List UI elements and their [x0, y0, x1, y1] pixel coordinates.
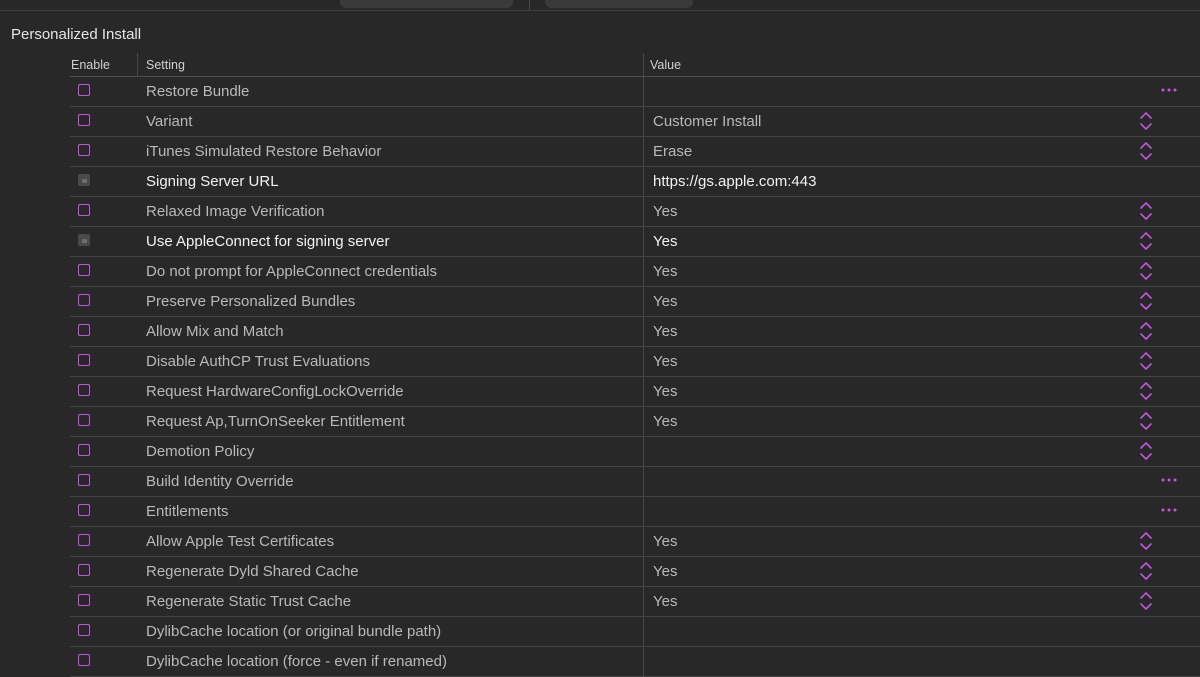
column-divider[interactable]	[137, 53, 138, 76]
stepper-chevrons-icon[interactable]	[1139, 590, 1153, 612]
setting-value[interactable]: Erase	[653, 143, 693, 160]
table-body	[70, 77, 1200, 677]
table-row[interactable]	[70, 227, 1200, 257]
section-title: Personalized Install	[11, 26, 142, 43]
enable-checkbox[interactable]	[78, 654, 90, 666]
setting-label: Use AppleConnect for signing server	[146, 233, 390, 250]
column-divider	[643, 617, 644, 647]
enable-checkbox[interactable]	[78, 114, 90, 126]
enable-checkbox[interactable]	[78, 624, 90, 636]
setting-label: DylibCache location (force - even if renamed)	[146, 653, 447, 670]
toolbar-tab[interactable]	[340, 0, 513, 8]
setting-value[interactable]: Yes	[653, 263, 678, 280]
column-divider	[643, 377, 644, 407]
setting-value[interactable]: Yes	[653, 413, 678, 430]
enable-checkbox[interactable]	[78, 144, 90, 156]
column-divider	[643, 437, 644, 467]
stepper-chevrons-icon[interactable]	[1139, 260, 1153, 282]
table-row[interactable]	[70, 467, 1200, 497]
setting-label: Do not prompt for AppleConnect credentials	[146, 263, 437, 280]
setting-value[interactable]: Yes	[653, 593, 678, 610]
setting-label: Preserve Personalized Bundles	[146, 293, 356, 310]
column-divider	[643, 467, 644, 497]
setting-label: Allow Apple Test Certificates	[146, 533, 335, 550]
column-header-value[interactable]: Value	[650, 58, 682, 72]
column-divider	[643, 137, 644, 167]
stepper-chevrons-icon[interactable]	[1139, 140, 1153, 162]
stepper-chevrons-icon[interactable]	[1139, 230, 1153, 252]
setting-label: Allow Mix and Match	[146, 323, 284, 340]
setting-label: Request HardwareConfigLockOverride	[146, 383, 404, 400]
column-divider	[643, 647, 644, 677]
setting-label: Signing Server URL	[146, 173, 279, 190]
table-header	[70, 53, 1200, 77]
enable-checkbox[interactable]	[78, 504, 90, 516]
setting-value[interactable]: Yes	[653, 383, 678, 400]
table-row[interactable]	[70, 407, 1200, 437]
table-row[interactable]	[70, 287, 1200, 317]
table-row[interactable]	[70, 647, 1200, 677]
setting-label: Request Ap,TurnOnSeeker Entitlement	[146, 413, 405, 430]
column-divider	[643, 257, 644, 287]
setting-label: Entitlements	[146, 503, 229, 520]
setting-label: Demotion Policy	[146, 443, 255, 460]
column-divider	[643, 407, 644, 437]
column-divider	[643, 77, 644, 107]
column-divider	[643, 167, 644, 197]
table-row[interactable]	[70, 197, 1200, 227]
column-divider	[643, 197, 644, 227]
setting-label: Relaxed Image Verification	[146, 203, 325, 220]
enable-checkbox[interactable]	[78, 414, 90, 426]
table-row[interactable]	[70, 167, 1200, 197]
table-row[interactable]	[70, 107, 1200, 137]
column-divider	[643, 107, 644, 137]
table-row[interactable]	[70, 557, 1200, 587]
enable-checkbox[interactable]	[78, 324, 90, 336]
more-options-icon[interactable]	[1160, 468, 1178, 497]
table-row[interactable]	[70, 497, 1200, 527]
stepper-chevrons-icon[interactable]	[1139, 440, 1153, 462]
column-divider	[643, 317, 644, 347]
enable-checkbox[interactable]	[78, 474, 90, 486]
setting-value[interactable]: Yes	[653, 563, 678, 580]
setting-value[interactable]: Yes	[653, 323, 678, 340]
setting-value[interactable]: Yes	[653, 233, 678, 250]
setting-label: Disable AuthCP Trust Evaluations	[146, 353, 371, 370]
enable-checkbox[interactable]	[78, 354, 90, 366]
more-options-icon[interactable]	[1160, 498, 1178, 527]
column-divider	[643, 287, 644, 317]
setting-label: DylibCache location (or original bundle path)	[146, 623, 442, 640]
setting-label: iTunes Simulated Restore Behavior	[146, 143, 382, 160]
stepper-chevrons-icon[interactable]	[1139, 110, 1153, 132]
enable-checkbox[interactable]	[78, 204, 90, 216]
setting-value[interactable]: https://gs.apple.com:443	[653, 173, 817, 190]
column-divider	[643, 497, 644, 527]
column-divider[interactable]	[643, 53, 644, 76]
settings-table	[70, 53, 1200, 677]
enable-checkbox[interactable]	[78, 384, 90, 396]
enable-checkbox[interactable]	[78, 84, 90, 96]
locked-checkbox	[78, 234, 90, 246]
top-toolbar	[0, 0, 1200, 11]
enable-checkbox[interactable]	[78, 444, 90, 456]
table-row[interactable]	[70, 617, 1200, 647]
setting-value[interactable]: Yes	[653, 353, 678, 370]
column-divider	[643, 347, 644, 377]
stepper-chevrons-icon[interactable]	[1139, 290, 1153, 312]
setting-label: Restore Bundle	[146, 83, 250, 100]
column-header-enable[interactable]: Enable	[71, 58, 110, 72]
stepper-chevrons-icon[interactable]	[1139, 350, 1153, 372]
setting-value[interactable]: Yes	[653, 533, 678, 550]
setting-label: Build Identity Override	[146, 473, 294, 490]
column-divider	[643, 527, 644, 557]
column-header-setting[interactable]: Setting	[146, 58, 185, 72]
table-row[interactable]	[70, 527, 1200, 557]
more-options-icon[interactable]	[1160, 78, 1178, 107]
enable-checkbox[interactable]	[78, 534, 90, 546]
column-divider	[643, 557, 644, 587]
stepper-chevrons-icon[interactable]	[1139, 380, 1153, 402]
setting-value[interactable]: Yes	[653, 203, 678, 220]
table-row[interactable]	[70, 317, 1200, 347]
table-row[interactable]	[70, 77, 1200, 107]
enable-checkbox[interactable]	[78, 264, 90, 276]
stepper-chevrons-icon[interactable]	[1139, 560, 1153, 582]
stepper-chevrons-icon[interactable]	[1139, 200, 1153, 222]
column-divider	[643, 587, 644, 617]
column-divider	[643, 227, 644, 257]
enable-checkbox[interactable]	[78, 594, 90, 606]
setting-value[interactable]: Customer Install	[653, 113, 762, 130]
table-row[interactable]	[70, 347, 1200, 377]
table-row[interactable]	[70, 587, 1200, 617]
setting-label: Regenerate Static Trust Cache	[146, 593, 352, 610]
table-row[interactable]	[70, 437, 1200, 467]
enable-checkbox[interactable]	[78, 564, 90, 576]
stepper-chevrons-icon[interactable]	[1139, 410, 1153, 432]
stepper-chevrons-icon[interactable]	[1139, 530, 1153, 552]
table-row[interactable]	[70, 137, 1200, 167]
setting-label: Regenerate Dyld Shared Cache	[146, 563, 359, 580]
enable-checkbox[interactable]	[78, 294, 90, 306]
toolbar-tab[interactable]	[545, 0, 693, 8]
locked-checkbox	[78, 174, 90, 186]
stepper-chevrons-icon[interactable]	[1139, 320, 1153, 342]
table-row[interactable]	[70, 257, 1200, 287]
table-row[interactable]	[70, 377, 1200, 407]
setting-label: Variant	[146, 113, 193, 130]
toolbar-divider	[529, 0, 530, 10]
setting-value[interactable]: Yes	[653, 293, 678, 310]
